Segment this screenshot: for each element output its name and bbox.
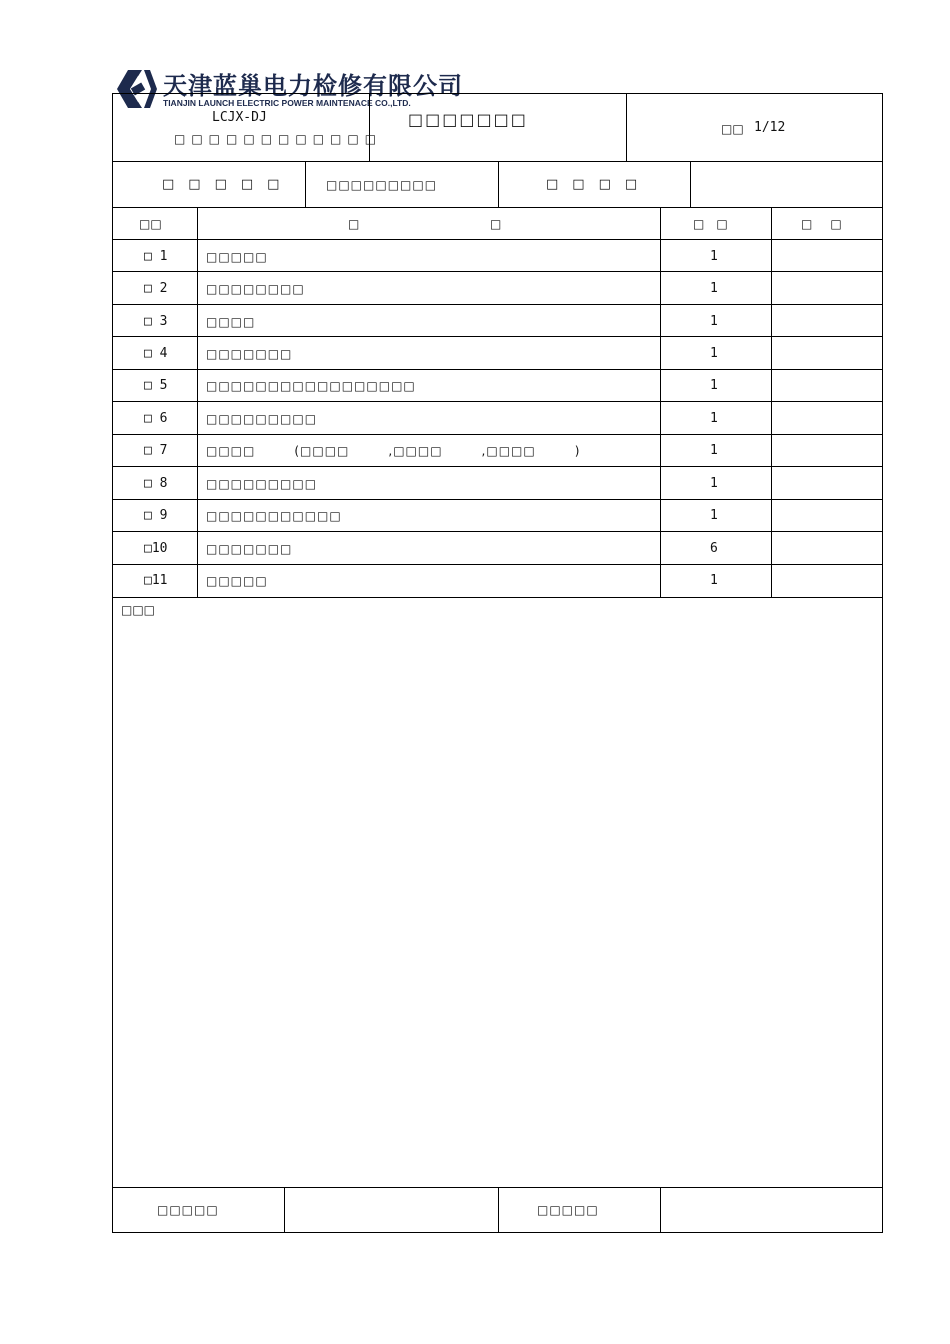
document-code: LCJX-DJ <box>212 110 267 125</box>
row-content: □□□□□□□ <box>206 542 293 556</box>
page-label: □□ <box>721 122 744 136</box>
row-number: □ 9 <box>144 508 168 523</box>
col-divider <box>305 161 306 207</box>
row-divider <box>112 369 883 370</box>
col-divider <box>660 207 661 597</box>
row-quantity: 6 <box>710 541 718 556</box>
company-name-en: TIANJIN LAUNCH ELECTRIC POWER MAINTENACE CO.,LTD. <box>163 98 411 108</box>
footer-label-1: □□□□□ <box>157 1203 219 1217</box>
row-divider <box>112 239 883 240</box>
row-content: □□□□□□□ <box>206 347 293 361</box>
row-content: □□□□□□□□□□□□□□□□□ <box>206 379 416 393</box>
col-divider <box>626 93 627 161</box>
document-title: □□□□□□□ <box>408 110 528 129</box>
row-content: □□□□ (□□□□ ,□□□□ ,□□□□ ) <box>206 444 581 458</box>
row-quantity: 1 <box>710 573 718 588</box>
remarks-label: □□□ <box>121 603 156 617</box>
row-content: □□□□□□□□ <box>206 282 305 296</box>
col-divider <box>690 161 691 207</box>
row-quantity: 1 <box>710 346 718 361</box>
row-divider <box>112 499 883 500</box>
col-divider <box>498 1187 499 1233</box>
row-number: □ 2 <box>144 281 168 296</box>
page-number: 1/12 <box>754 120 786 135</box>
row-quantity: 1 <box>710 314 718 329</box>
row-quantity: 1 <box>710 443 718 458</box>
row-quantity: 1 <box>710 249 718 264</box>
document-subtitle: □□□□□□□□□□□□ <box>174 132 383 146</box>
row-divider <box>112 597 883 598</box>
col-divider <box>771 207 772 597</box>
th-note: □□ <box>801 217 860 231</box>
col-divider <box>197 207 198 597</box>
row-quantity: 1 <box>710 476 718 491</box>
row-divider <box>112 401 883 402</box>
th-content-2: □ <box>490 217 502 231</box>
row-content: □□□□□ <box>206 574 268 588</box>
footer-label-2: □□□□□ <box>537 1203 599 1217</box>
row-content: □□□□□□□□□ <box>206 412 318 426</box>
col-divider <box>498 161 499 207</box>
row-quantity: 1 <box>710 508 718 523</box>
row-number: □ 4 <box>144 346 168 361</box>
row-content: □□□□□□□□□□□ <box>206 509 342 523</box>
row-number: □11 <box>144 573 168 588</box>
row-number: □ 1 <box>144 249 168 264</box>
row-divider <box>112 531 883 532</box>
row-quantity: 1 <box>710 281 718 296</box>
th-number: □□ <box>139 217 162 231</box>
info-label-1: □□□□□ <box>162 177 294 192</box>
row-divider <box>112 207 883 208</box>
row-divider <box>112 434 883 435</box>
col-divider <box>369 93 370 161</box>
th-quantity: □□ <box>693 217 740 231</box>
col-divider <box>284 1187 285 1233</box>
col-divider <box>660 1187 661 1233</box>
row-divider <box>112 304 883 305</box>
row-number: □ 6 <box>144 411 168 426</box>
row-number: □10 <box>144 541 168 556</box>
row-content: □□□□□ <box>206 250 268 264</box>
row-number: □ 8 <box>144 476 168 491</box>
row-divider <box>112 564 883 565</box>
row-divider <box>112 466 883 467</box>
info-label-2: □□□□ <box>546 177 652 192</box>
row-content: □□□□□□□□□ <box>206 477 318 491</box>
row-number: □ 7 <box>144 443 168 458</box>
row-number: □ 5 <box>144 378 168 393</box>
row-divider <box>112 271 883 272</box>
th-content-1: □ <box>348 217 360 231</box>
row-divider <box>112 336 883 337</box>
row-content: □□□□ <box>206 315 256 329</box>
row-quantity: 1 <box>710 411 718 426</box>
info-value-1: □□□□□□□□□ <box>326 178 438 192</box>
row-number: □ 3 <box>144 314 168 329</box>
company-name-cn: 天津蓝巢电力检修有限公司 <box>163 72 463 100</box>
row-quantity: 1 <box>710 378 718 393</box>
